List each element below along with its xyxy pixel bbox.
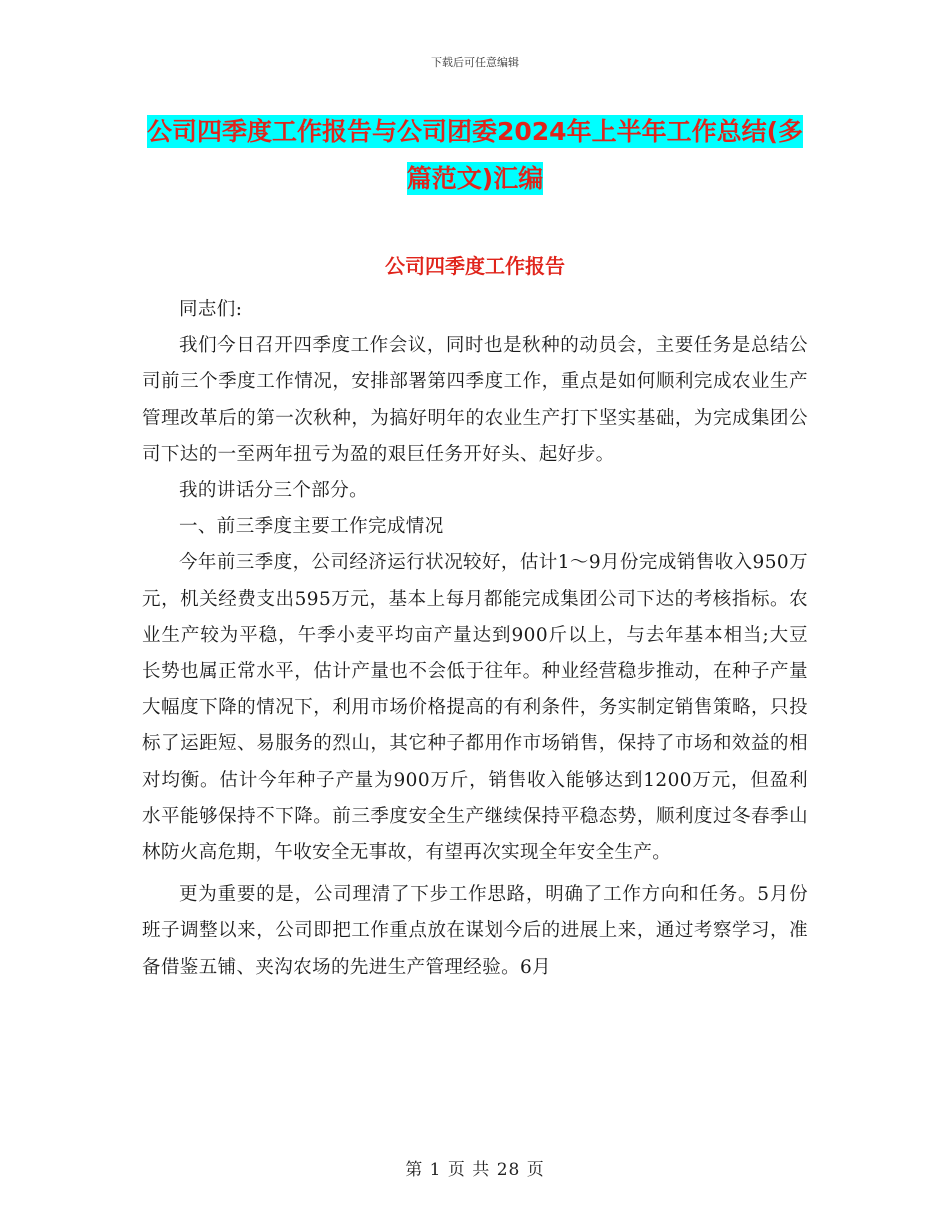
section-title: 公司四季度工作报告 (385, 254, 565, 278)
paragraph-heading-part-one: 一、前三季度主要工作完成情况 (179, 516, 444, 538)
page-header-note: 下载后可任意编辑 (431, 56, 519, 69)
paragraph-direction: 更为重要的是，公司理清了下步工作思路，明确了工作方向和任务。5月份班子调整以来，公司即把工作重点放在谋划今后的进展上来，通过考察学习，准备借鉴五铺、夹沟农场的先进生产管理经验。6月 (142, 884, 808, 978)
paragraph-salutation: 同志们: (179, 299, 243, 320)
paragraph-opening: 我们今日召开四季度工作会议，同时也是秋种的动员会，主要任务是总结公司前三个季度工作情况，安排部署第四季度工作，重点是如何顺利完成农业生产管理改革后的第一次秋种，为搞好明年的农业生产打下坚实基础，为完成集团公司下达的一至两年扭亏为盈的艰巨任务开好头、起好步。 (142, 335, 808, 465)
paragraph-outline: 我的讲话分三个部分。 (179, 480, 369, 502)
document-title-text: 公司四季度工作报告与公司团委2024年上半年工作总结(多篇范文)汇编 (146, 117, 803, 193)
document-body (142, 292, 808, 986)
document-title (140, 108, 810, 202)
paragraph-performance: 今年前三季度，公司经济运行状况较好，估计1～9月份完成销售收入950万元，机关经费支出595万元，基本上每月都能完成集团公司下达的考核指标。农业生产较为平稳，午季小麦平均亩产量达到900斤以上，与去年基本相当;大豆长势也属正常水平，估计产量也不会低于往年。种业经营稳步推动，在种子产量大幅度下降的情况下，利用市场价格提高的有利条件，务实制定销售策略，只投标了运距短、易服务的烈山，其它种子都用作市场销售，保持了市场和效益的相对均衡。估计今年种子产量为900万斤，销售收入能够达到1200万元，但盈利水平能够保持不下降。前三季度安全生产继续保持平稳态势，顺利度过冬春季山林防火高危期，午收安全无事故，有望再次实现全年安全生产。 (142, 552, 808, 864)
page-number: 第 1 页 共 28 页 (405, 1160, 545, 1180)
